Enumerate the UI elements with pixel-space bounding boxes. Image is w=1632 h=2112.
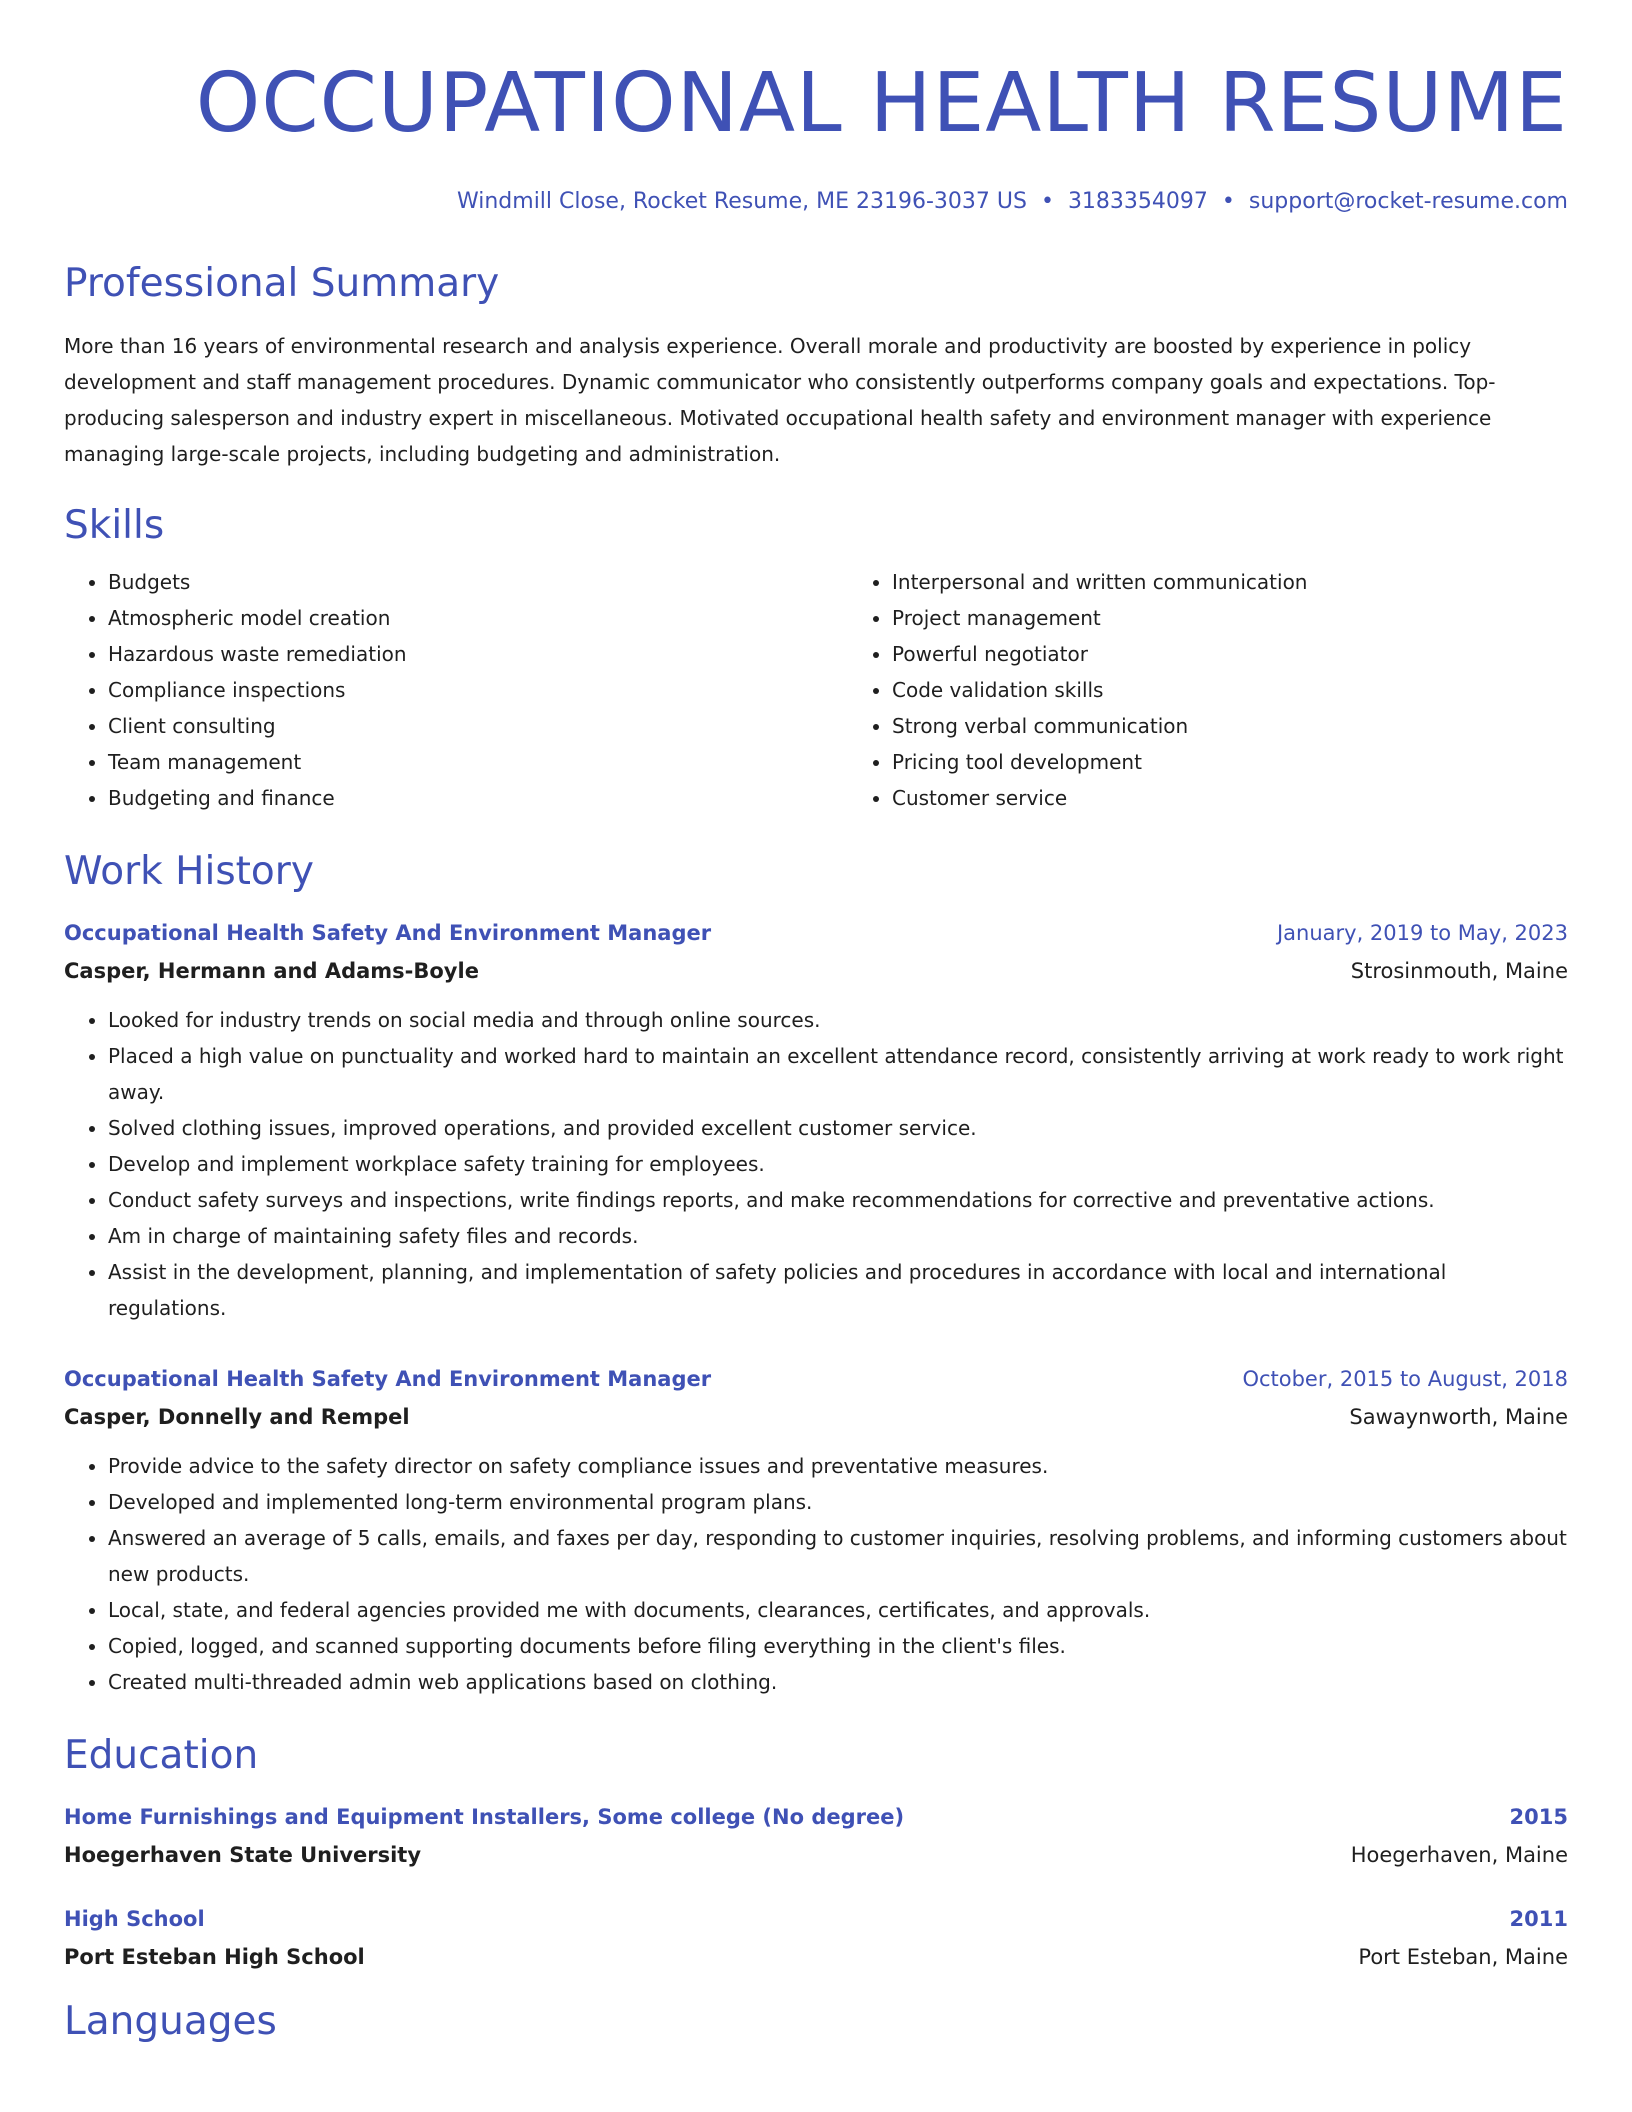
job-title: Occupational Health Safety And Environment Manager xyxy=(64,1367,712,1391)
job-bullet: • Am in charge of maintaining safety files and records. xyxy=(108,1218,1568,1254)
job-header xyxy=(64,1364,1568,1394)
skill-item: • Customer service xyxy=(892,780,1307,816)
job-dates: January, 2019 to May, 2023 xyxy=(1276,921,1568,945)
contact-email: support@rocket-resume.com xyxy=(1248,189,1568,214)
education-degree: Home Furnishings and Equipment Installers, Some college (No degree) xyxy=(64,1805,905,1829)
education-location: Hoegerhaven, Maine xyxy=(1350,1843,1568,1867)
skills-list xyxy=(64,564,1568,816)
skill-item: • Hazardous waste remediation xyxy=(108,636,848,672)
skill-item: • Project management xyxy=(892,600,1307,636)
job-bullet: • Local, state, and federal agencies provided me with documents, clearances, certificates, and approvals. xyxy=(108,1592,1568,1628)
skills-column-left xyxy=(64,564,848,816)
skill-item: • Atmospheric model creation xyxy=(108,600,848,636)
languages-heading: Languages xyxy=(64,1999,277,2044)
job-bullet: • Assist in the development, planning, and implementation of safety policies and procedures in accordance with local and international regulations. xyxy=(108,1254,1568,1326)
contact-line xyxy=(64,188,1568,216)
contact-separator: • xyxy=(1040,189,1054,214)
education-header xyxy=(64,1802,1568,1832)
job-title: Occupational Health Safety And Environment Manager xyxy=(64,921,712,945)
job-bullet: • Develop and implement workplace safety training for employees. xyxy=(108,1146,1568,1182)
work-history-heading: Work History xyxy=(64,849,314,894)
education-subheader xyxy=(64,1840,1568,1870)
contact-address: Windmill Close, Rocket Resume, ME 23196-3037 US xyxy=(456,189,1027,214)
job-bullets xyxy=(64,1448,1568,1700)
education-year: 2011 xyxy=(1509,1907,1568,1931)
job-bullet: • Created multi-threaded admin web applications based on clothing. xyxy=(108,1664,1568,1700)
job-company: Casper, Donnelly and Rempel xyxy=(64,1405,410,1429)
job-bullet: • Solved clothing issues, improved operations, and provided excellent customer service. xyxy=(108,1110,1568,1146)
contact-phone: 3183354097 xyxy=(1067,189,1208,214)
education-school: Hoegerhaven State University xyxy=(64,1843,422,1867)
job-subheader xyxy=(64,956,1568,986)
skills-heading: Skills xyxy=(64,503,165,548)
contact-separator: • xyxy=(1221,189,1235,214)
job-bullet: • Looked for industry trends on social media and through online sources. xyxy=(108,1002,1568,1038)
skill-item: • Budgeting and finance xyxy=(108,780,848,816)
job-bullet: • Conduct safety surveys and inspections, write findings reports, and make recommendations for corrective and preventative actions. xyxy=(108,1182,1568,1218)
education-school: Port Esteban High School xyxy=(64,1945,365,1969)
job-subheader xyxy=(64,1402,1568,1432)
skill-item: • Client consulting xyxy=(108,708,848,744)
job-bullet: • Answered an average of 5 calls, emails, and faxes per day, responding to customer inquiries, resolving problems, and informing customers about new products. xyxy=(108,1520,1568,1592)
skill-item: • Budgets xyxy=(108,564,848,600)
summary-text: More than 16 years of environmental research and analysis experience. Overall morale and productivity are boosted by experience in policy development and staff management procedures. Dynamic communicator who consistently outperforms company goals and expectations. Top-producing salesperson and industry expert in miscellaneous. Motivated occupational health safety and environment manager with experience managing large-scale projects, including budgeting and administration. xyxy=(64,334,1496,466)
education-heading: Education xyxy=(64,1733,259,1778)
education-year: 2015 xyxy=(1509,1805,1568,1829)
job-dates: October, 2015 to August, 2018 xyxy=(1242,1367,1568,1391)
resume-title: OCCUPATIONAL HEALTH RESUME xyxy=(195,56,1568,151)
skill-item: • Powerful negotiator xyxy=(892,636,1307,672)
job-company: Casper, Hermann and Adams-Boyle xyxy=(64,959,479,983)
education-header xyxy=(64,1904,1568,1934)
job-bullet: • Developed and implemented long-term environmental program plans. xyxy=(108,1484,1568,1520)
summary-heading: Professional Summary xyxy=(64,261,500,306)
job-bullet: • Provide advice to the safety director on safety compliance issues and preventative measures. xyxy=(108,1448,1568,1484)
skill-item: • Code validation skills xyxy=(892,672,1307,708)
job-location: Sawaynworth, Maine xyxy=(1349,1405,1568,1429)
education-subheader xyxy=(64,1942,1568,1972)
skill-item: • Strong verbal communication xyxy=(892,708,1307,744)
job-bullet: • Copied, logged, and scanned supporting documents before filing everything in the client's files. xyxy=(108,1628,1568,1664)
education-degree: High School xyxy=(64,1907,205,1931)
job-bullet: • Placed a high value on punctuality and worked hard to maintain an excellent attendance record, consistently arriving at work ready to work right away. xyxy=(108,1038,1568,1110)
skills-column-right xyxy=(848,564,1307,816)
education-location: Port Esteban, Maine xyxy=(1358,1945,1568,1969)
skill-item: • Pricing tool development xyxy=(892,744,1307,780)
job-location: Strosinmouth, Maine xyxy=(1350,959,1568,983)
skill-item: • Compliance inspections xyxy=(108,672,848,708)
job-header xyxy=(64,918,1568,948)
skill-item: • Interpersonal and written communication xyxy=(892,564,1307,600)
job-bullets xyxy=(64,1002,1568,1326)
skill-item: • Team management xyxy=(108,744,848,780)
